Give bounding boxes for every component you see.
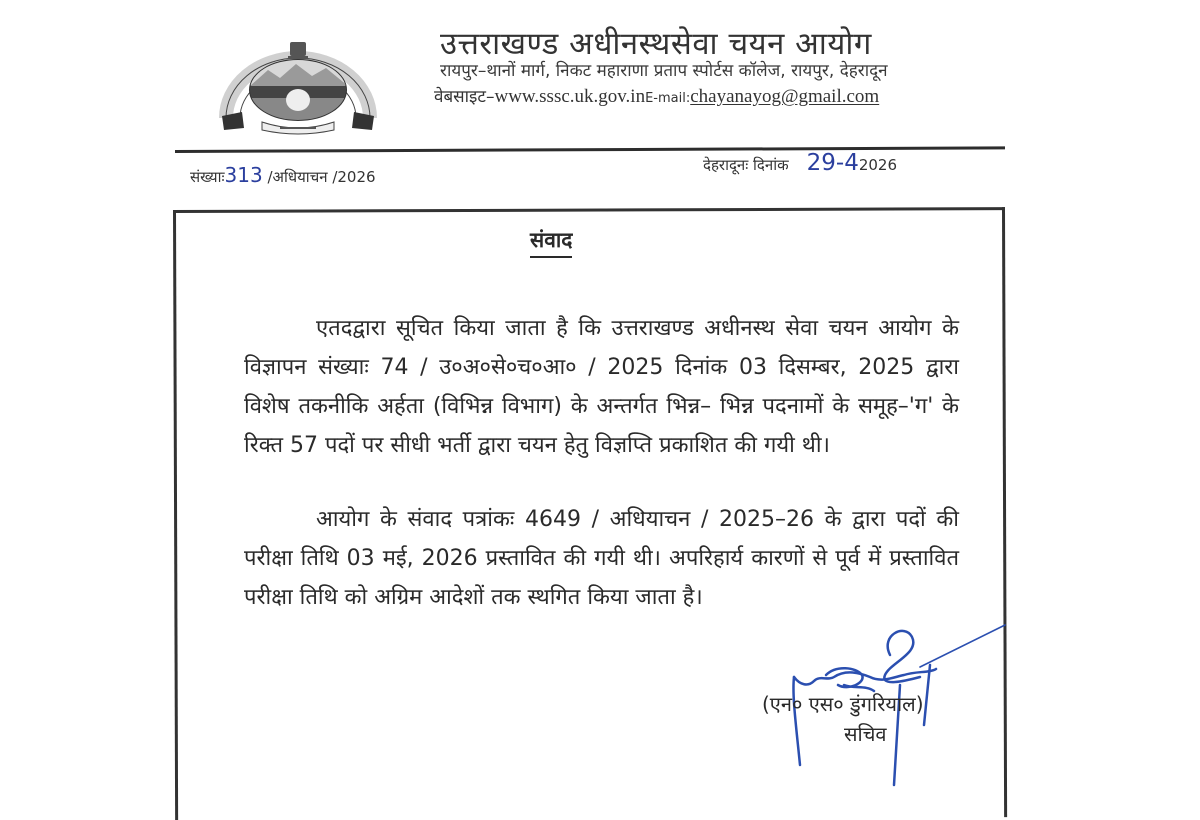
signatory-name: (एन० एस० डुंगरियाल) [762,692,924,716]
dateline-place: देहरादूनः दिनांक [703,156,789,174]
reference-label: संख्याः [190,168,225,186]
website-label: वेबसाइट– [434,87,495,107]
email-link[interactable]: chayanayog@gmail.com [690,86,880,107]
notice-paragraph-1: एतदद्वारा सूचित किया जाता है कि उत्तराखण्ड अधीनस्थ सेवा चयन आयोग के विज्ञापन संख्याः 74 / उ०अ०से०च०आ० / 2025 दिनांक 03 दिसम्बर, 2025 द्वारा विशेष तकनीकि अर्हता (विभिन्न विभाग) के अन्तर्गत भिन्न– भिन्न पदनामों के समूह–'ग' के रिक्त 57 पदों पर सीधी भर्ती द्वारा चयन हेतु विज्ञप्ति प्रकाशित की गयी थी। [244,316,959,458]
date-year: 2026 [858,156,898,174]
organization-address: रायपुर–थानों मार्ग, निकट महाराणा प्रताप स्पोर्टस कॉलेज, रायपुर, देहरादून [440,61,888,81]
organization-title: उत्तराखण्ड अधीनस्थसेवा चयन आयोग [440,26,872,62]
contact-line [434,84,879,108]
notice-paragraph-2: आयोग के संवाद पत्रांकः 4649 / अधियाचन / 2025–26 के द्वारा पदों की परीक्षा तिथि 03 मई, 2026 प्रस्तावित की गयी थी। अपरिहार्य कारणों से पूर्व में प्रस्तावित परीक्षा तिथि को अग्रिम आदेशों तक स्थगित किया जाता है। [244,507,959,610]
signatory-designation: सचिव [844,722,887,746]
reference-number-handwritten: 313 [224,163,263,187]
dateline [703,150,897,176]
notice-heading: संवाद [530,226,572,258]
reference-number [190,163,376,187]
reference-suffix: /अधियाचन /2026 [262,168,376,186]
date-handwritten: 29-4 [806,150,859,176]
commission-emblem-icon [218,38,378,136]
email-label: E-mail: [645,91,691,106]
website-link[interactable]: www.sssc.uk.gov.in [494,86,646,107]
